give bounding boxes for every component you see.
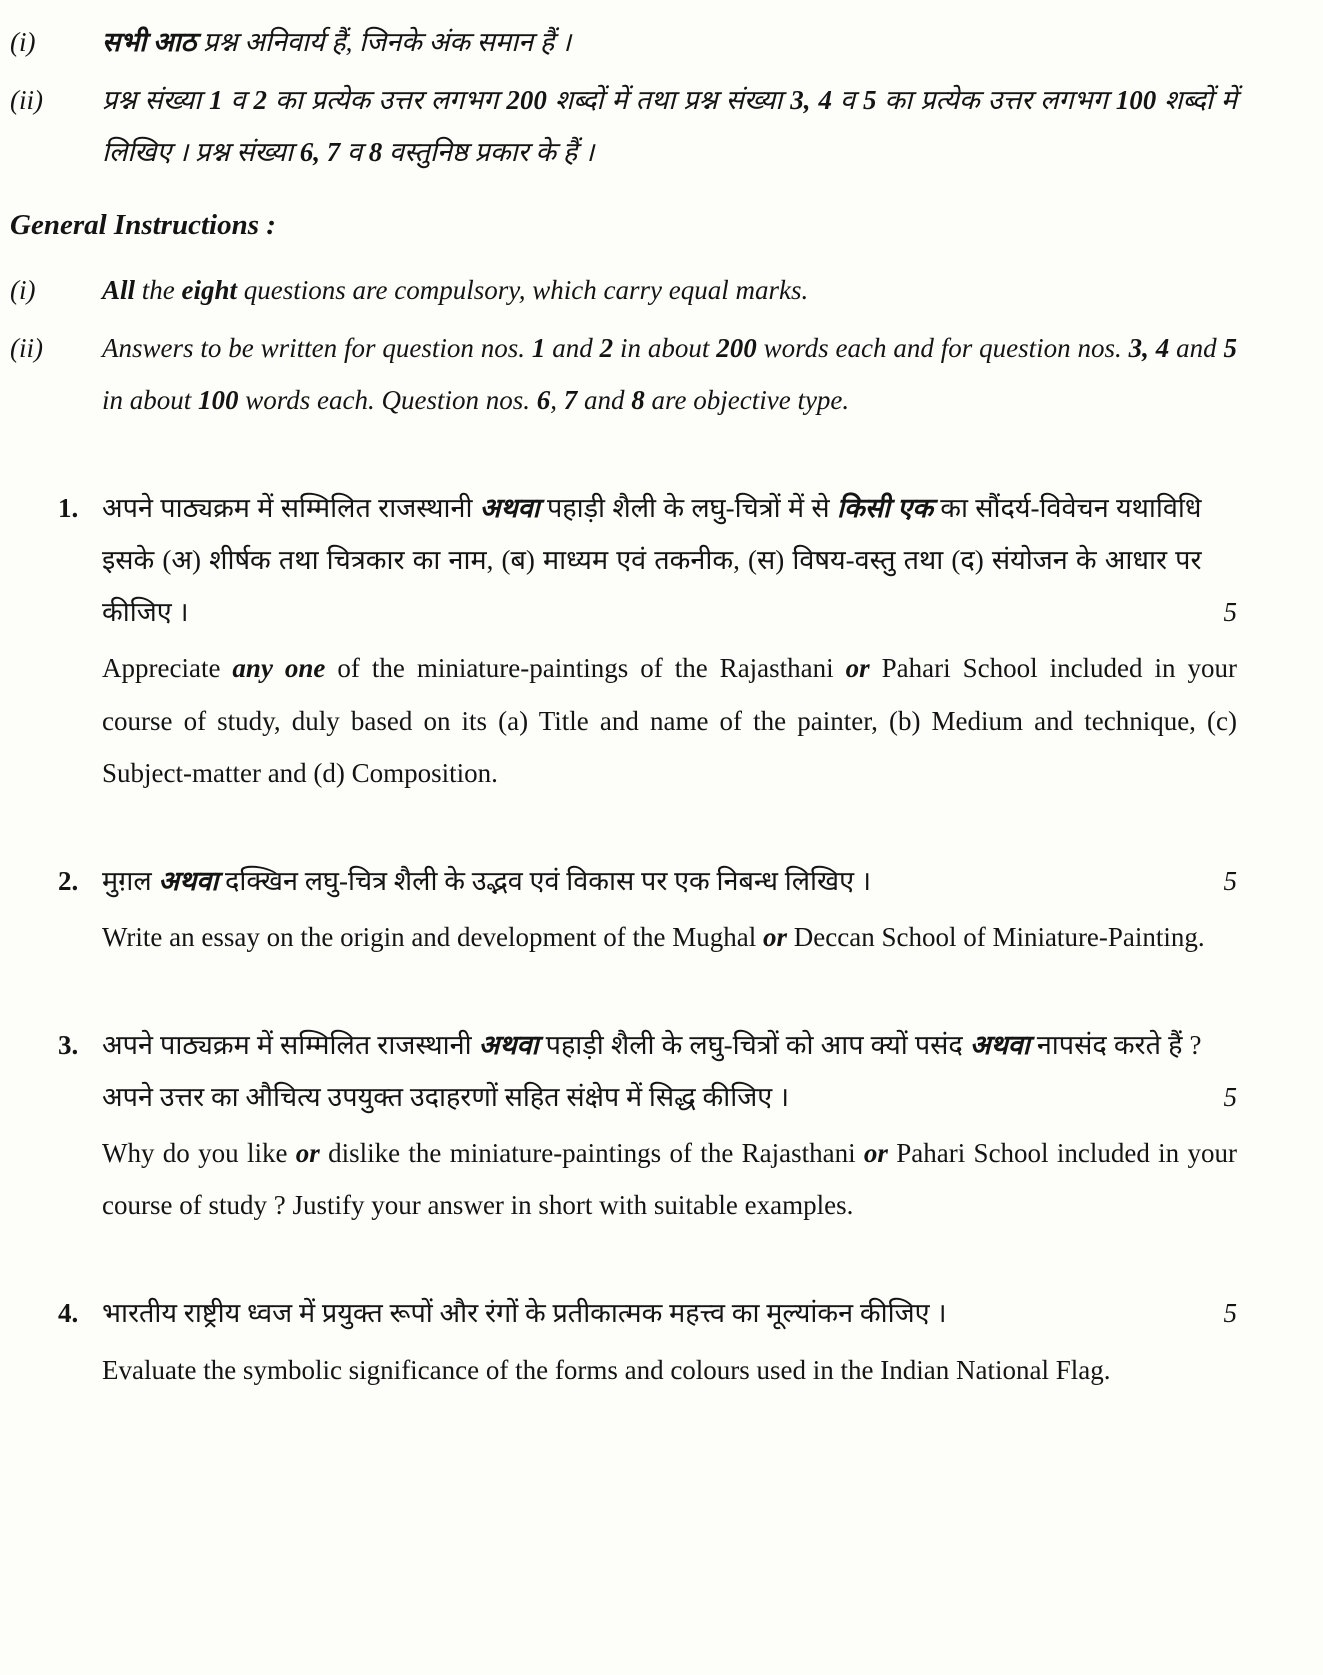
- question-body: [102, 482, 1237, 799]
- question-number: 3.: [58, 1030, 79, 1061]
- instruction-text-hindi: सभी आठ प्रश्न अनिवार्य हैं, जिनके अंक समान हैं ।: [102, 27, 572, 57]
- marks-value: 5: [1223, 865, 1237, 896]
- instruction-label: (i): [10, 27, 36, 57]
- hindi-instruction-item-1: [10, 16, 1237, 68]
- question-4: [10, 1287, 1237, 1395]
- instruction-text-english: All the eight questions are compulsory, which carry equal marks.: [102, 274, 809, 305]
- general-instructions-heading: General Instructions :: [10, 209, 276, 242]
- english-instruction-item-2: [10, 322, 1237, 426]
- question-text-hindi: अपने पाठ्यक्रम में सम्मिलित राजस्थानी अथवा पहाड़ी शैली के लघु-चित्रों को आप क्यों पसंद अथवा नापसंद करते हैं ? अपने उत्तर का औचित्य उपयुक्त उदाहरणों सहित संक्षेप में सिद्ध कीजिए ।: [102, 1030, 1202, 1113]
- instruction-text-hindi: प्रश्न संख्या 1 व 2 का प्रत्येक उत्तर लगभग 200 शब्दों में तथा प्रश्न संख्या 3, 4 व 5 का प्रत्येक उत्तर लगभग 100 शब्दों में लिखिए । प्रश्न संख्या 6, 7 व 8 वस्तुनिष्ठ प्रकार के हैं ।: [102, 85, 1238, 168]
- instruction-label: (i): [10, 274, 36, 305]
- question-hindi-row: [102, 1287, 1237, 1339]
- question-body: [102, 855, 1237, 963]
- english-instruction-item-1: [10, 264, 1237, 316]
- hindi-instruction-item-2: [10, 74, 1237, 178]
- question-hindi-row: [102, 1019, 1237, 1123]
- question-body: [102, 1019, 1237, 1231]
- instruction-label: (ii): [10, 85, 43, 116]
- instruction-label: (ii): [10, 332, 43, 363]
- marks-value: 5: [1223, 1298, 1237, 1329]
- instruction-text-english: Answers to be written for question nos. 1 and 2 in about 200 words each and for question nos. 3, 4 and 5 in about 100 words each. Question nos. 6, 7 and 8 are objective type.: [102, 332, 1237, 416]
- question-text-hindi: मुग़ल अथवा दक्खिन लघु-चित्र शैली के उद्भव एवं विकास पर एक निबन्ध लिखिए ।: [102, 865, 872, 896]
- question-1: [10, 482, 1237, 799]
- question-number: 4.: [58, 1298, 79, 1329]
- marks-value: 5: [1223, 597, 1237, 628]
- question-number: 1.: [58, 493, 79, 524]
- question-text-english: Appreciate any one of the miniature-paintings of the Rajasthani or Pahari School included in your course of study, duly based on its (a) Title and name of the painter, (b) Medium and technique, (c) Subject-matter and (d) Composition.: [102, 653, 1237, 788]
- question-text-hindi: भारतीय राष्ट्रीय ध्वज में प्रयुक्त रूपों और रंगों के प्रतीकात्मक महत्त्व का मूल्यांकन कीजिए ।: [102, 1298, 947, 1329]
- question-text-english: Evaluate the symbolic significance of the forms and colours used in the Indian National Flag.: [102, 1354, 1111, 1385]
- question-text-hindi: अपने पाठ्यक्रम में सम्मिलित राजस्थानी अथवा पहाड़ी शैली के लघु-चित्रों में से किसी एक का सौंदर्य-विवेचन यथाविधि इसके (अ) शीर्षक तथा चित्रकार का नाम, (ब) माध्यम एवं तकनीक, (स) विषय-वस्तु तथा (द) संयोजन के आधार पर कीजिए ।: [102, 493, 1202, 628]
- question-number: 2.: [58, 865, 79, 896]
- question-2: [10, 855, 1237, 963]
- question-hindi-row: [102, 482, 1237, 638]
- question-text-english: Write an essay on the origin and development of the Mughal or Deccan School of Miniature-Painting.: [102, 921, 1205, 952]
- question-3: [10, 1019, 1237, 1231]
- question-hindi-row: [102, 855, 1237, 907]
- question-body: [102, 1287, 1237, 1395]
- question-text-english: Why do you like or dislike the miniature-paintings of the Rajasthani or Pahari School included in your course of study ? Justify your answer in short with suitable examples.: [102, 1138, 1237, 1221]
- marks-value: 5: [1223, 1082, 1237, 1113]
